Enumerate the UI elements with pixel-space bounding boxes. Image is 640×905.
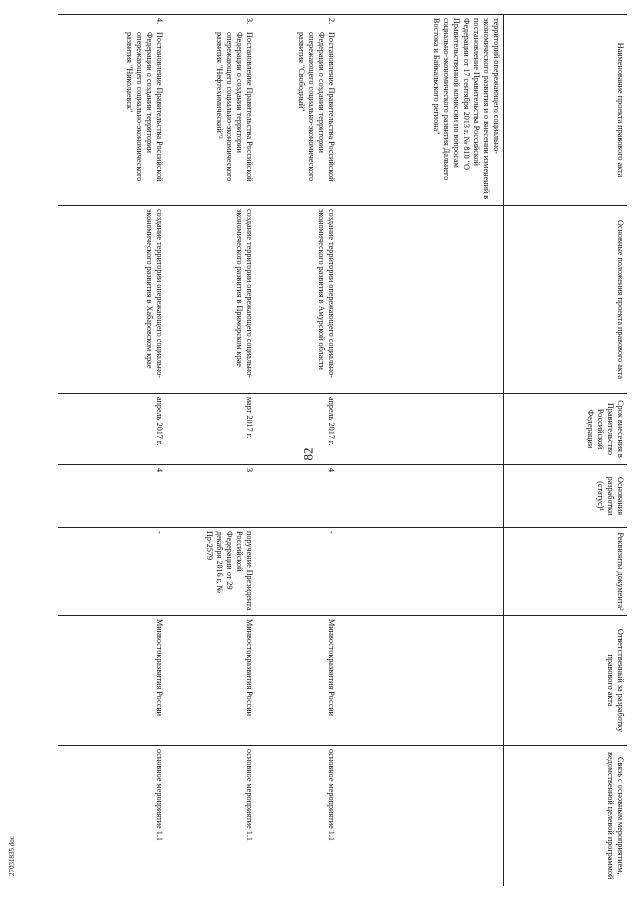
table-row (256, 15, 338, 886)
table-header-row (504, 15, 627, 886)
row-number: 3. (245, 18, 254, 25)
cell-deadline: апрель 2017 г. (256, 394, 338, 465)
footer-file-name: 27031835.doc (8, 836, 16, 876)
cell-responsible (338, 616, 504, 746)
cell-provisions: создание территории опережающего социально-экономического развития в Амурской области (256, 206, 338, 394)
cell-requisites: поручение Президента Российской Федерации от 29 декабря 2016 г. № Пр-2579 (166, 528, 256, 616)
header-deadline: Срок внесения в Правительство Российской Федерации (504, 394, 627, 465)
row-number: 2. (327, 18, 336, 25)
cell-deadline: март 2017 г. (166, 394, 256, 465)
cell-basis: 3 (166, 465, 256, 528)
row-number: 4. (155, 18, 164, 25)
cell-deadline: апрель 2017 г. (58, 394, 166, 465)
legal-acts-table (58, 14, 627, 886)
header-basis: Основания разработки (статус)¹ (504, 465, 627, 528)
rotated-table-wrapper (58, 14, 627, 885)
cell-name: территорий опережающего социально-экономического развития и о внесении изменений в постановление Правительства Российской Федерации от 17 сентября 2013 г. № 810 "О Правительственной комиссии по вопросам социально-экономического развития Дальнего Востока и Байкальского региона" (338, 15, 504, 206)
header-responsible: Ответственный за разработку правового акта (504, 616, 627, 746)
header-link: Связь с основным мероприятием, ведомственной целевой программой (504, 746, 627, 886)
cell-provisions: создание территории опережающего социально-экономического развития в Приморском крае (166, 206, 256, 394)
cell-deadline (338, 394, 504, 465)
table-row (166, 15, 256, 886)
cell-requisites: - (256, 528, 338, 616)
cell-responsible: Минвостокразвития России (166, 616, 256, 746)
table-row-continuation (338, 15, 504, 886)
cell-basis (338, 465, 504, 528)
cell-link (338, 746, 504, 886)
cell-provisions (338, 206, 504, 394)
cell-name: 4. Постановление Правительства Российской Федерации о создании территории опережающего социально-экономического развития "Николаевск" (58, 15, 166, 206)
cell-requisites: - (58, 528, 166, 616)
header-act-name: Наименование проекта правового акта (504, 15, 627, 206)
header-provisions: Основные положения проекта правового акта (504, 206, 627, 394)
cell-name: 3. Постановление Правительства Российской Федерации о создании территории опережающего социально-экономического развития "Нефтехимический"³ (166, 15, 256, 206)
cell-basis: 4 (58, 465, 166, 528)
cell-basis: 4 (256, 465, 338, 528)
cell-responsible: Минвостокразвития России (58, 616, 166, 746)
table-row (58, 15, 166, 886)
header-requisites: Реквизиты документа² (504, 528, 627, 616)
cell-responsible: Минвостокразвития России (256, 616, 338, 746)
cell-provisions: создание территории опережающего социально-экономического развития в Хабаровском крае (58, 206, 166, 394)
page-number: 82 (300, 447, 316, 461)
cell-link: основное мероприятие 1.1 (166, 746, 256, 886)
cell-link: основное мероприятие 1.1 (58, 746, 166, 886)
cell-link: основное мероприятие 1.1 (256, 746, 338, 886)
cell-name: 2. Постановление Правительства Российской Федерации о создании территории опережающего социально-экономического развития "Свободный" (256, 15, 338, 206)
cell-requisites (338, 528, 504, 616)
